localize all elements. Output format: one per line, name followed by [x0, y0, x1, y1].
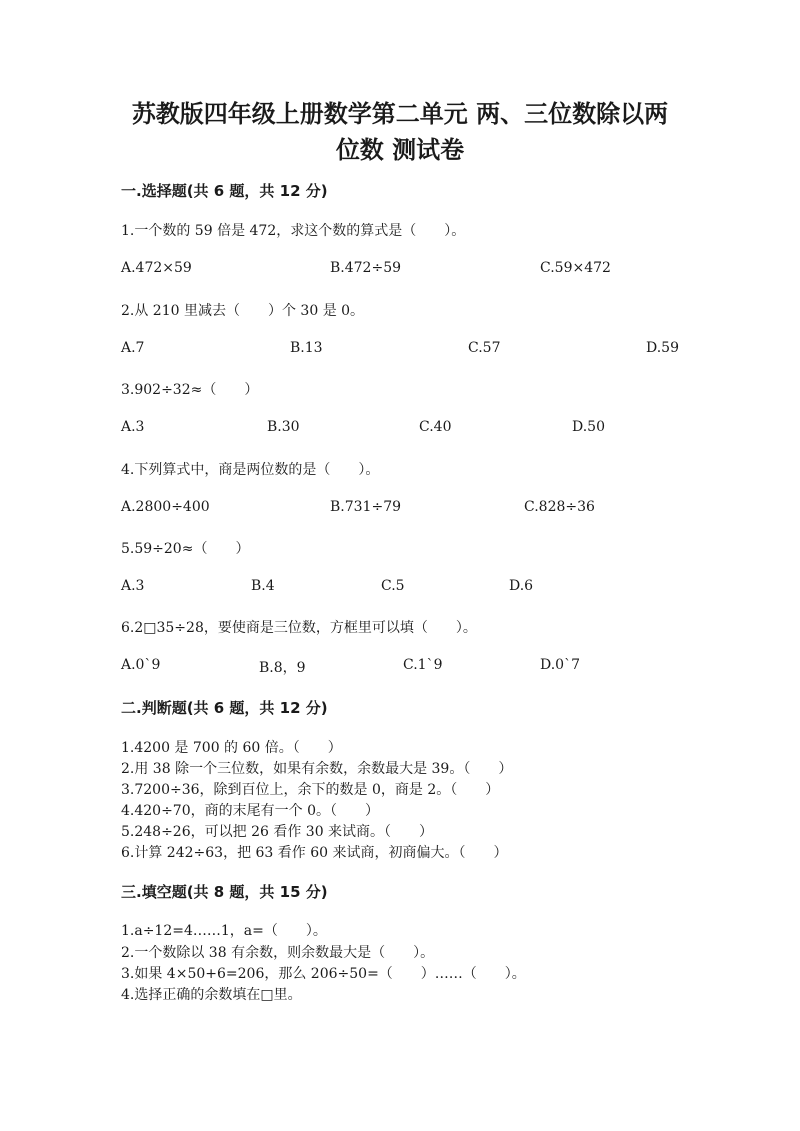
title-line-2: 位数 测试卷	[335, 135, 465, 164]
judge-item-6: 6.计算 242÷63，把 63 看作 60 来试商，初商偏大。（ ）	[121, 845, 508, 861]
section-heading-fill: 三.填空题(共 8 题，共 15 分)	[121, 883, 328, 901]
question-5: 5.59÷20≈（ ）	[121, 541, 250, 557]
q1-option-b: B.472÷59	[330, 260, 402, 276]
q3-option-d: D.50	[572, 419, 605, 435]
q6-option-d: D.0`7	[540, 657, 580, 673]
q3-option-b: B.30	[267, 419, 300, 435]
q5-option-a: A.3	[121, 578, 145, 594]
q4-option-a: A.2800÷400	[121, 499, 210, 515]
q2-option-a: A.7	[121, 340, 145, 356]
question-1: 1.一个数的 59 倍是 472，求这个数的算式是（ ）。	[121, 223, 466, 239]
question-4: 4.下列算式中，商是两位数的是（ ）。	[121, 462, 380, 478]
question-2: 2.从 210 里减去（ ）个 30 是 0。	[121, 303, 365, 319]
question-3: 3.902÷32≈（ ）	[121, 382, 259, 398]
q1-option-c: C.59×472	[540, 260, 611, 276]
judge-item-1: 1.4200 是 700 的 60 倍。（ ）	[121, 740, 342, 756]
title-line-1: 苏教版四年级上册数学第二单元 两、三位数除以两	[131, 99, 669, 128]
q2-option-c: C.57	[468, 340, 501, 356]
q5-option-c: C.5	[381, 578, 405, 594]
fill-item-4: 4.选择正确的余数填在□里。	[121, 987, 302, 1003]
judge-item-4: 4.420÷70，商的末尾有一个 0。（ ）	[121, 803, 379, 819]
section-heading-judge: 二.判断题(共 6 题，共 12 分)	[121, 699, 328, 717]
q2-option-b: B.13	[290, 340, 323, 356]
q2-option-d: D.59	[646, 340, 679, 356]
q4-option-c: C.828÷36	[524, 499, 595, 515]
question-6: 6.2□35÷28，要使商是三位数，方框里可以填（ ）。	[121, 620, 477, 636]
fill-item-1: 1.a÷12=4……1，a=（ ）。	[121, 923, 327, 939]
q6-option-b: B.8，9	[259, 660, 306, 676]
q5-option-d: D.6	[509, 578, 534, 594]
q5-option-b: B.4	[251, 578, 275, 594]
document-title	[100, 96, 700, 168]
q6-option-a: A.0`9	[121, 657, 161, 673]
q3-option-a: A.3	[121, 419, 145, 435]
section-heading-choice: 一.选择题(共 6 题，共 12 分)	[121, 182, 328, 200]
q6-option-c: C.1`9	[403, 657, 443, 673]
fill-item-2: 2.一个数除以 38 有余数，则余数最大是（ ）。	[121, 945, 435, 961]
q1-option-a: A.472×59	[121, 260, 192, 276]
q3-option-c: C.40	[419, 419, 452, 435]
judge-item-2: 2.用 38 除一个三位数，如果有余数，余数最大是 39。（ ）	[121, 761, 513, 777]
judge-item-5: 5.248÷26，可以把 26 看作 30 来试商。（ ）	[121, 824, 434, 840]
q4-option-b: B.731÷79	[330, 499, 402, 515]
fill-item-3: 3.如果 4×50+6=206，那么 206÷50=（ ）……（ ）。	[121, 966, 526, 982]
judge-item-3: 3.7200÷36，除到百位上，余下的数是 0，商是 2。（ ）	[121, 782, 500, 798]
